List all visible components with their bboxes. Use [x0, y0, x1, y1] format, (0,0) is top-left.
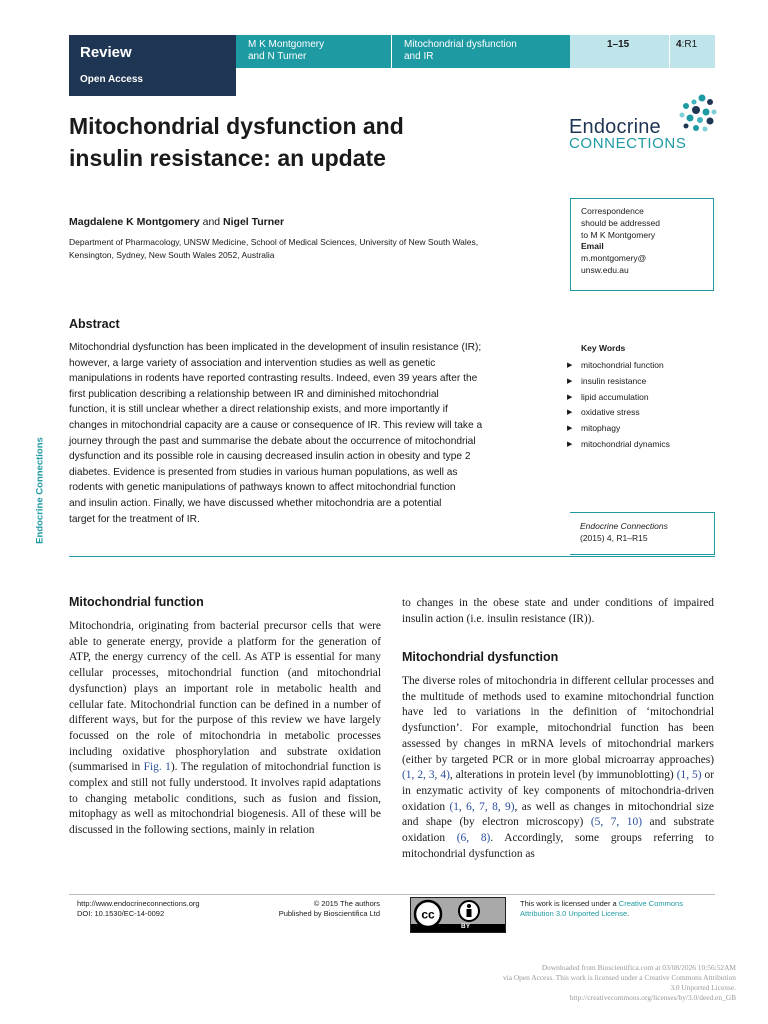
article-title	[69, 110, 529, 174]
keyword-label: mitophagy	[581, 423, 621, 434]
author-1: Magdalene K Montgomery	[69, 216, 200, 228]
section-body-mitochondrial-function	[69, 619, 381, 839]
reference-link[interactable]: (1, 5)	[676, 769, 702, 782]
email-label: Email	[581, 241, 604, 252]
abstract-line: journey through the past and summarise the debate about the occurrence of mitochondrial	[69, 435, 476, 447]
abstract-line: dysfunction and its possible role in causing decreased insulin action in obesity and type 2	[69, 451, 471, 463]
keyword-label: mitochondrial function	[581, 360, 664, 370]
bullet-triangle-icon: ▶	[567, 377, 573, 385]
reference-link[interactable]: (5, 7, 10)	[590, 816, 642, 829]
bullet-triangle-icon: ▶	[567, 425, 573, 433]
reference-link[interactable]: (1, 2, 3, 4)	[402, 769, 450, 782]
journal-url-link[interactable]: http://www.endocrineconnections.org	[77, 899, 200, 908]
keyword-item	[567, 374, 670, 390]
abstract-line: function, it is still unclear whether a direct relationship exists, and more importantly if	[69, 404, 448, 416]
article-type-label: Review	[80, 44, 132, 61]
keyword-label: insulin resistance	[581, 375, 647, 386]
abstract-divider	[69, 556, 715, 557]
logo-text-connections: CONNECTIONS	[569, 135, 687, 152]
bullet-triangle-icon: ▶	[567, 440, 573, 448]
correspondence-box	[570, 198, 714, 291]
article-number: :R1	[681, 39, 698, 50]
author-conjunction: and	[199, 216, 224, 228]
body-text-part: , as well as changes in mitochondrial size and shape (by electron microscopy)	[402, 800, 714, 829]
body-text-part: Mitochondria, originating from bacterial precursor cells that were able to generate energy, provide a platform for the generation of ATP, the energy currency of the cell. As ATP is essential for many cellular processes, mitochondrial function (and mitochondrial dysfunction) plays an important role in metabolic health and cellular fate. Mitochondrial function can be defined in a number of different ways, but for the purpose of this review we have largely focussed on the role of mitochondria in metabolic processes including oxidative phosphorylation and substrate oxidation (summarised in	[69, 620, 381, 774]
body-text-part: ). The regulation of mitochondrial function is complex and still not fully understood. It involves rapid adaptations to changing metabolic conditions, such as fusion and fission, mitophagy as well as mitochondrial biogenesis. All of these will be discussed in the following sections, mainly in relation	[69, 761, 381, 837]
bullet-triangle-icon: ▶	[567, 393, 573, 401]
open-access-label: Open Access	[80, 74, 143, 85]
reference-link[interactable]: (6, 8)	[456, 832, 491, 845]
license-text: This work is licensed under a	[520, 899, 619, 908]
reference-link[interactable]: (1, 6, 7, 8, 9)	[449, 800, 515, 813]
page-range: 1–15	[607, 39, 630, 50]
side-journal-label-text: Endocrine Connections	[34, 437, 46, 544]
figure-link[interactable]: Fig. 1	[143, 761, 171, 774]
abstract-body	[69, 340, 549, 527]
running-authors	[236, 35, 391, 68]
cc-by-text: BY	[461, 922, 471, 930]
volume-number: 4	[676, 39, 682, 50]
license-link[interactable]: Attribution 3.0 Unported License	[520, 909, 628, 918]
article-title-line2: insulin resistance: an update	[69, 145, 386, 171]
running-authors-line1: M K Montgomery	[248, 39, 325, 50]
correspondence-line2: should be addressed	[581, 217, 660, 228]
footer-divider	[69, 894, 715, 895]
download-note-line: via Open Access. This work is licensed under a Creative Commons Attribution	[502, 973, 736, 982]
correspondence-line3: to M K Montgomery	[581, 229, 656, 240]
keyword-label: oxidative stress	[581, 407, 640, 418]
download-note	[430, 963, 736, 1003]
bullet-triangle-icon: ▶	[567, 409, 573, 417]
keyword-item	[567, 437, 670, 453]
license-link[interactable]: Creative Commons	[618, 899, 683, 908]
keyword-label: mitochondrial dynamics	[581, 438, 670, 449]
article-type-box	[69, 35, 236, 96]
side-journal-label	[33, 420, 45, 570]
body-text-part: , alterations in protein level (by immunoblotting)	[449, 769, 677, 782]
abstract-line: changes in mitochondrial capacity are a cause or consequence of IR. This review will take a	[69, 419, 483, 431]
footer-copyright	[200, 899, 380, 919]
download-note-line: 3.0 Unported License.	[670, 983, 736, 992]
page-info	[570, 35, 715, 68]
keyword-item	[567, 405, 670, 421]
abstract-line: diabetes. Evidence is presented from studies in various human populations, as well as	[69, 466, 458, 478]
section-body-mitochondrial-dysfunction	[402, 674, 714, 862]
author-list	[69, 216, 284, 228]
section-heading-mitochondrial-dysfunction: Mitochondrial dysfunction	[402, 650, 559, 664]
correspondence-line1: Correspondence	[581, 206, 644, 216]
section-heading-mitochondrial-function: Mitochondrial function	[69, 595, 204, 609]
body-text-part: or in enzymatic activity of key components of mitochondria-driven oxidation	[402, 769, 714, 813]
footer-links	[77, 899, 200, 919]
abstract-line: however, a large variety of association and intervention studies as well as genetic	[69, 357, 436, 369]
abstract-line: Mitochondrial dysfunction has been implicated in the development of insulin resistance (IR);	[69, 342, 482, 353]
license-statement	[520, 899, 710, 919]
email-line1[interactable]: m.montgomery@	[581, 253, 647, 264]
abstract-line: rodents with genetic manipulations of pathways known to affect mitochondrial function	[69, 482, 456, 494]
article-title-line1: Mitochondrial dysfunction and	[69, 113, 404, 139]
continued-paragraph: to changes in the obese state and under conditions of impaired insulin action (i.e. insulin resistance (IR)).	[402, 597, 714, 625]
abstract-line: first publication describing a relationship between IR and diminished mitochondrial	[69, 388, 439, 400]
running-title-line2: and IR	[404, 51, 434, 62]
keyword-item	[567, 358, 670, 374]
cc-by-license-badge[interactable]	[410, 897, 506, 933]
keyword-item	[567, 390, 670, 406]
journal-logo-icon	[672, 90, 718, 136]
logo-text-endocrine: Endocrine	[569, 116, 661, 138]
page-info-divider	[669, 35, 670, 68]
running-authors-line2: and N Turner	[248, 51, 307, 62]
doi-text: DOI: 10.1530/EC-14-0092	[77, 909, 165, 918]
abstract-line: manipulations in rodents have reported contrasting results. Indeed, even 39 years after the	[69, 373, 478, 385]
citation-details: (2015) 4, R1–R15	[580, 533, 648, 543]
body-text-part: The diverse roles of mitochondria in different cellular processes and the multitude of methods used to examine mitochondrial function have led to variations in the definition of ‘mitochondrial dysfunction’. For example, mitochondrial function has been assessed by changes in mRNA levels of mitochondrial markers (either by targeted PCR or in more global microarray approaches)	[402, 675, 714, 766]
keywords-list	[567, 358, 670, 453]
running-title-line1: Mitochondrial dysfunction	[404, 39, 517, 50]
citation-journal: Endocrine Connections	[580, 521, 668, 531]
running-title	[392, 35, 570, 68]
svg-text:cc: cc	[421, 907, 435, 922]
download-note-line: Downloaded from Bioscientifica.com at 03/08/2026 10:56:52AM	[541, 963, 736, 972]
copyright-text: © 2015 The authors	[313, 899, 380, 908]
keywords-heading: Key Words	[581, 343, 626, 353]
abstract-heading: Abstract	[69, 317, 120, 331]
body-text-part: . Accordingly, some groups referring to mitochondrial dysfunction as	[402, 832, 714, 860]
affiliation	[69, 236, 539, 262]
body-text-part: and substrate oxidation	[402, 816, 715, 845]
license-text: .	[627, 909, 630, 918]
citation-box	[570, 512, 715, 555]
email-line2[interactable]: unsw.edu.au	[581, 264, 629, 275]
affiliation-line1: Department of Pharmacology, UNSW Medicine, School of Medical Sciences, University of New South Wales,	[69, 237, 479, 247]
abstract-line: target for the treatment of IR.	[69, 513, 200, 525]
keyword-label: lipid accumulation	[581, 391, 649, 402]
affiliation-line2: Kensington, Sydney, New South Wales 2052, Australia	[69, 250, 275, 260]
publisher-text: Published by Bioscientifica Ltd	[278, 909, 380, 918]
abstract-line: and insulin action. Finally, we have discussed whether mitochondria are a potential	[69, 497, 442, 509]
bullet-triangle-icon: ▶	[567, 362, 573, 369]
download-note-line: http://creativecommons.org/licenses/by/3.0/deed.en_GB	[569, 993, 736, 1002]
author-2: Nigel Turner	[223, 216, 285, 228]
keyword-item	[567, 421, 670, 437]
